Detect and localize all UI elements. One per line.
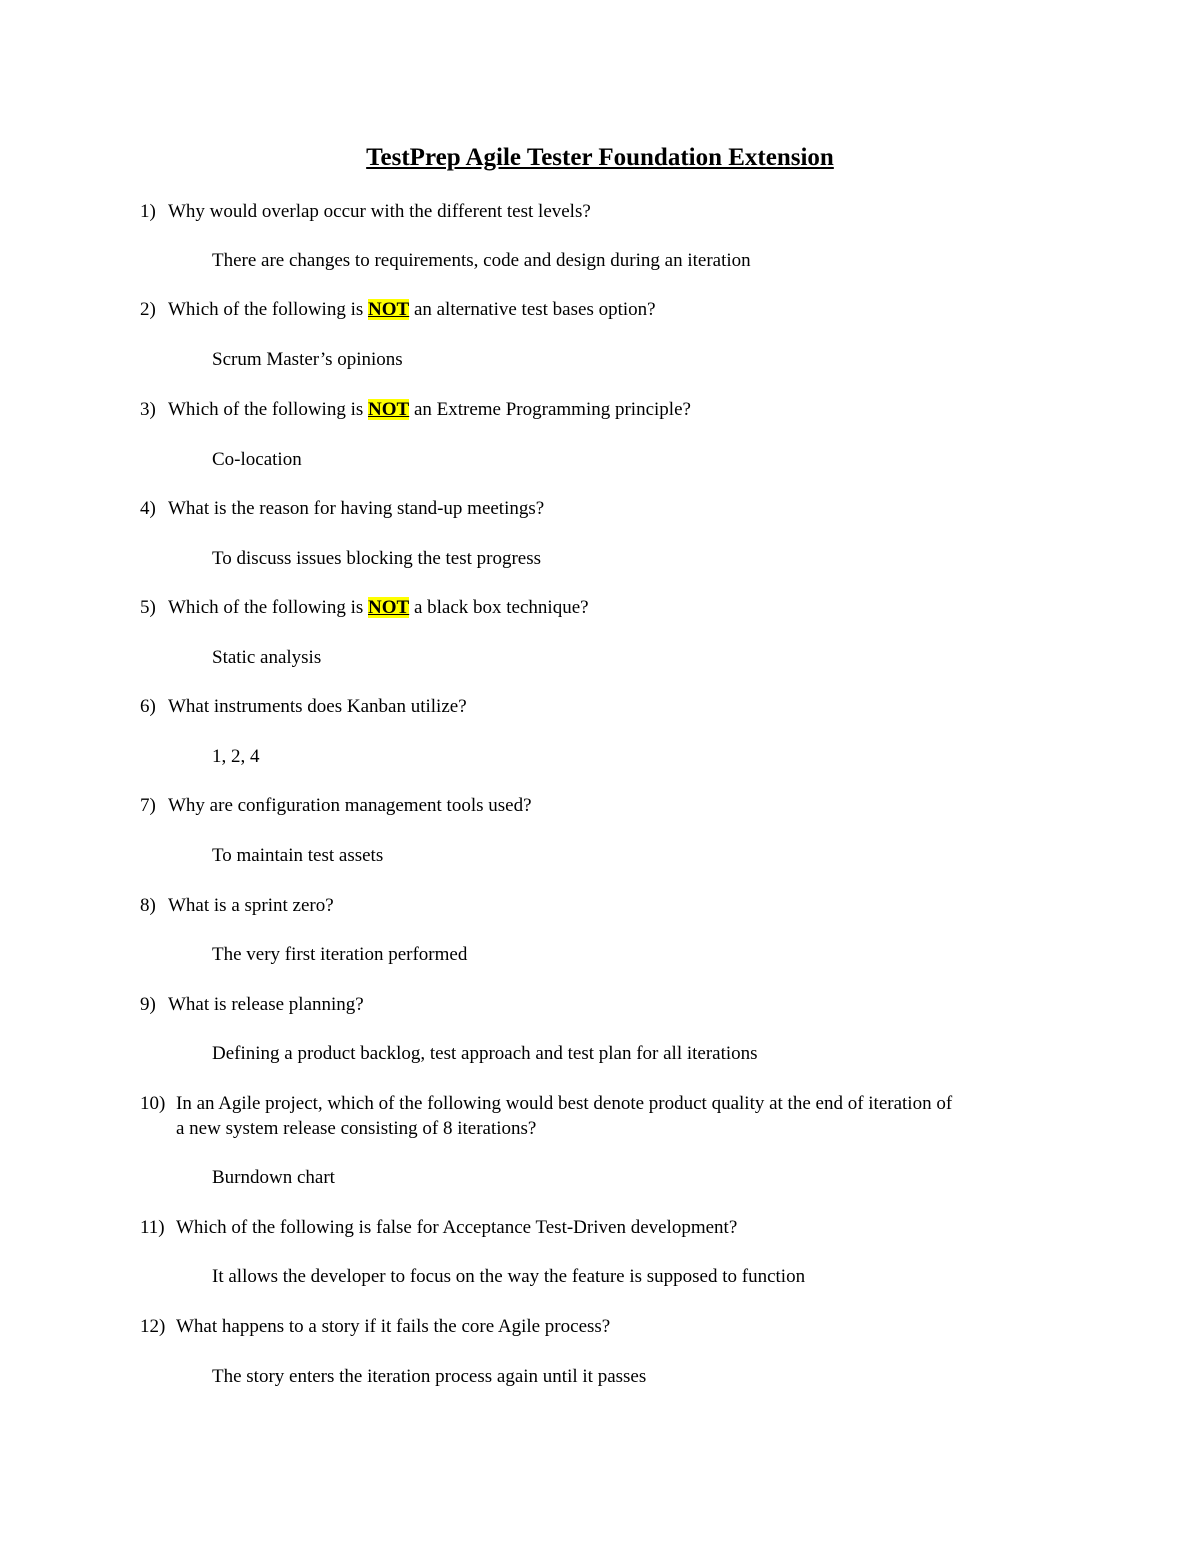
question-1 (140, 199, 1080, 224)
question-text-after: an Extreme Programming principle? (413, 399, 691, 420)
question-number: 10) (140, 1093, 166, 1114)
question-text-before: Which of the following is (168, 597, 364, 618)
question-9 (140, 992, 1080, 1017)
answer-1: There are changes to requirements, code and design during an iteration (212, 250, 751, 271)
question-7 (140, 793, 1080, 818)
question-text-after: a black box technique? (413, 597, 589, 618)
answer-12: The story enters the iteration process again until it passes (212, 1366, 647, 1387)
question-6 (140, 694, 1080, 719)
answer-7: To maintain test assets (212, 845, 384, 866)
question-text: What happens to a story if it fails the core Agile process? (176, 1316, 611, 1337)
answer-8: The very first iteration performed (212, 944, 468, 965)
answer-11: It allows the developer to focus on the way the feature is supposed to function (212, 1266, 806, 1287)
question-number: 8) (140, 895, 156, 916)
question-text: Why are configuration management tools used? (168, 795, 532, 816)
answer-3: Co-location (212, 449, 302, 470)
question-number: 9) (140, 994, 156, 1015)
question-text: Which of the following is false for Acceptance Test-Driven development? (176, 1217, 738, 1238)
question-text-after: an alternative test bases option? (413, 299, 656, 320)
question-5 (140, 595, 1080, 620)
question-text-line1: In an Agile project, which of the following would best denote product quality at the end of iteration of (176, 1093, 953, 1114)
answer-9: Defining a product backlog, test approach and test plan for all iterations (212, 1043, 758, 1064)
question-text: What is a sprint zero? (168, 895, 334, 916)
not-emphasis-highlight: NOT (368, 299, 410, 320)
question-text-before: Which of the following is (168, 399, 364, 420)
question-number: 4) (140, 498, 156, 519)
question-number: 5) (140, 597, 156, 618)
question-12 (140, 1314, 1080, 1339)
question-10 (140, 1091, 1080, 1141)
question-3 (140, 397, 1080, 422)
answer-2: Scrum Master’s opinions (212, 349, 403, 370)
question-2 (140, 297, 1080, 322)
question-text: What instruments does Kanban utilize? (168, 696, 467, 717)
question-number: 1) (140, 201, 156, 222)
question-number: 7) (140, 795, 156, 816)
answer-5: Static analysis (212, 647, 322, 668)
document-title: TestPrep Agile Tester Foundation Extension (366, 144, 834, 171)
question-text: What is release planning? (168, 994, 364, 1015)
answer-4: To discuss issues blocking the test progress (212, 548, 542, 569)
question-number: 12) (140, 1316, 166, 1337)
question-number: 6) (140, 696, 156, 717)
question-number: 11) (140, 1217, 165, 1238)
question-8 (140, 893, 1080, 918)
answer-10: Burndown chart (212, 1167, 335, 1188)
question-text-before: Which of the following is (168, 299, 364, 320)
not-emphasis-highlight: NOT (368, 399, 410, 420)
question-4 (140, 496, 1080, 521)
question-number: 2) (140, 299, 156, 320)
question-text-line2: a new system release consisting of 8 iterations? (176, 1118, 537, 1139)
question-number: 3) (140, 399, 156, 420)
question-text: What is the reason for having stand-up meetings? (168, 498, 545, 519)
not-emphasis-highlight: NOT (368, 597, 410, 618)
question-11 (140, 1215, 1080, 1240)
question-text: Why would overlap occur with the different test levels? (168, 201, 591, 222)
answer-6: 1, 2, 4 (212, 746, 260, 767)
